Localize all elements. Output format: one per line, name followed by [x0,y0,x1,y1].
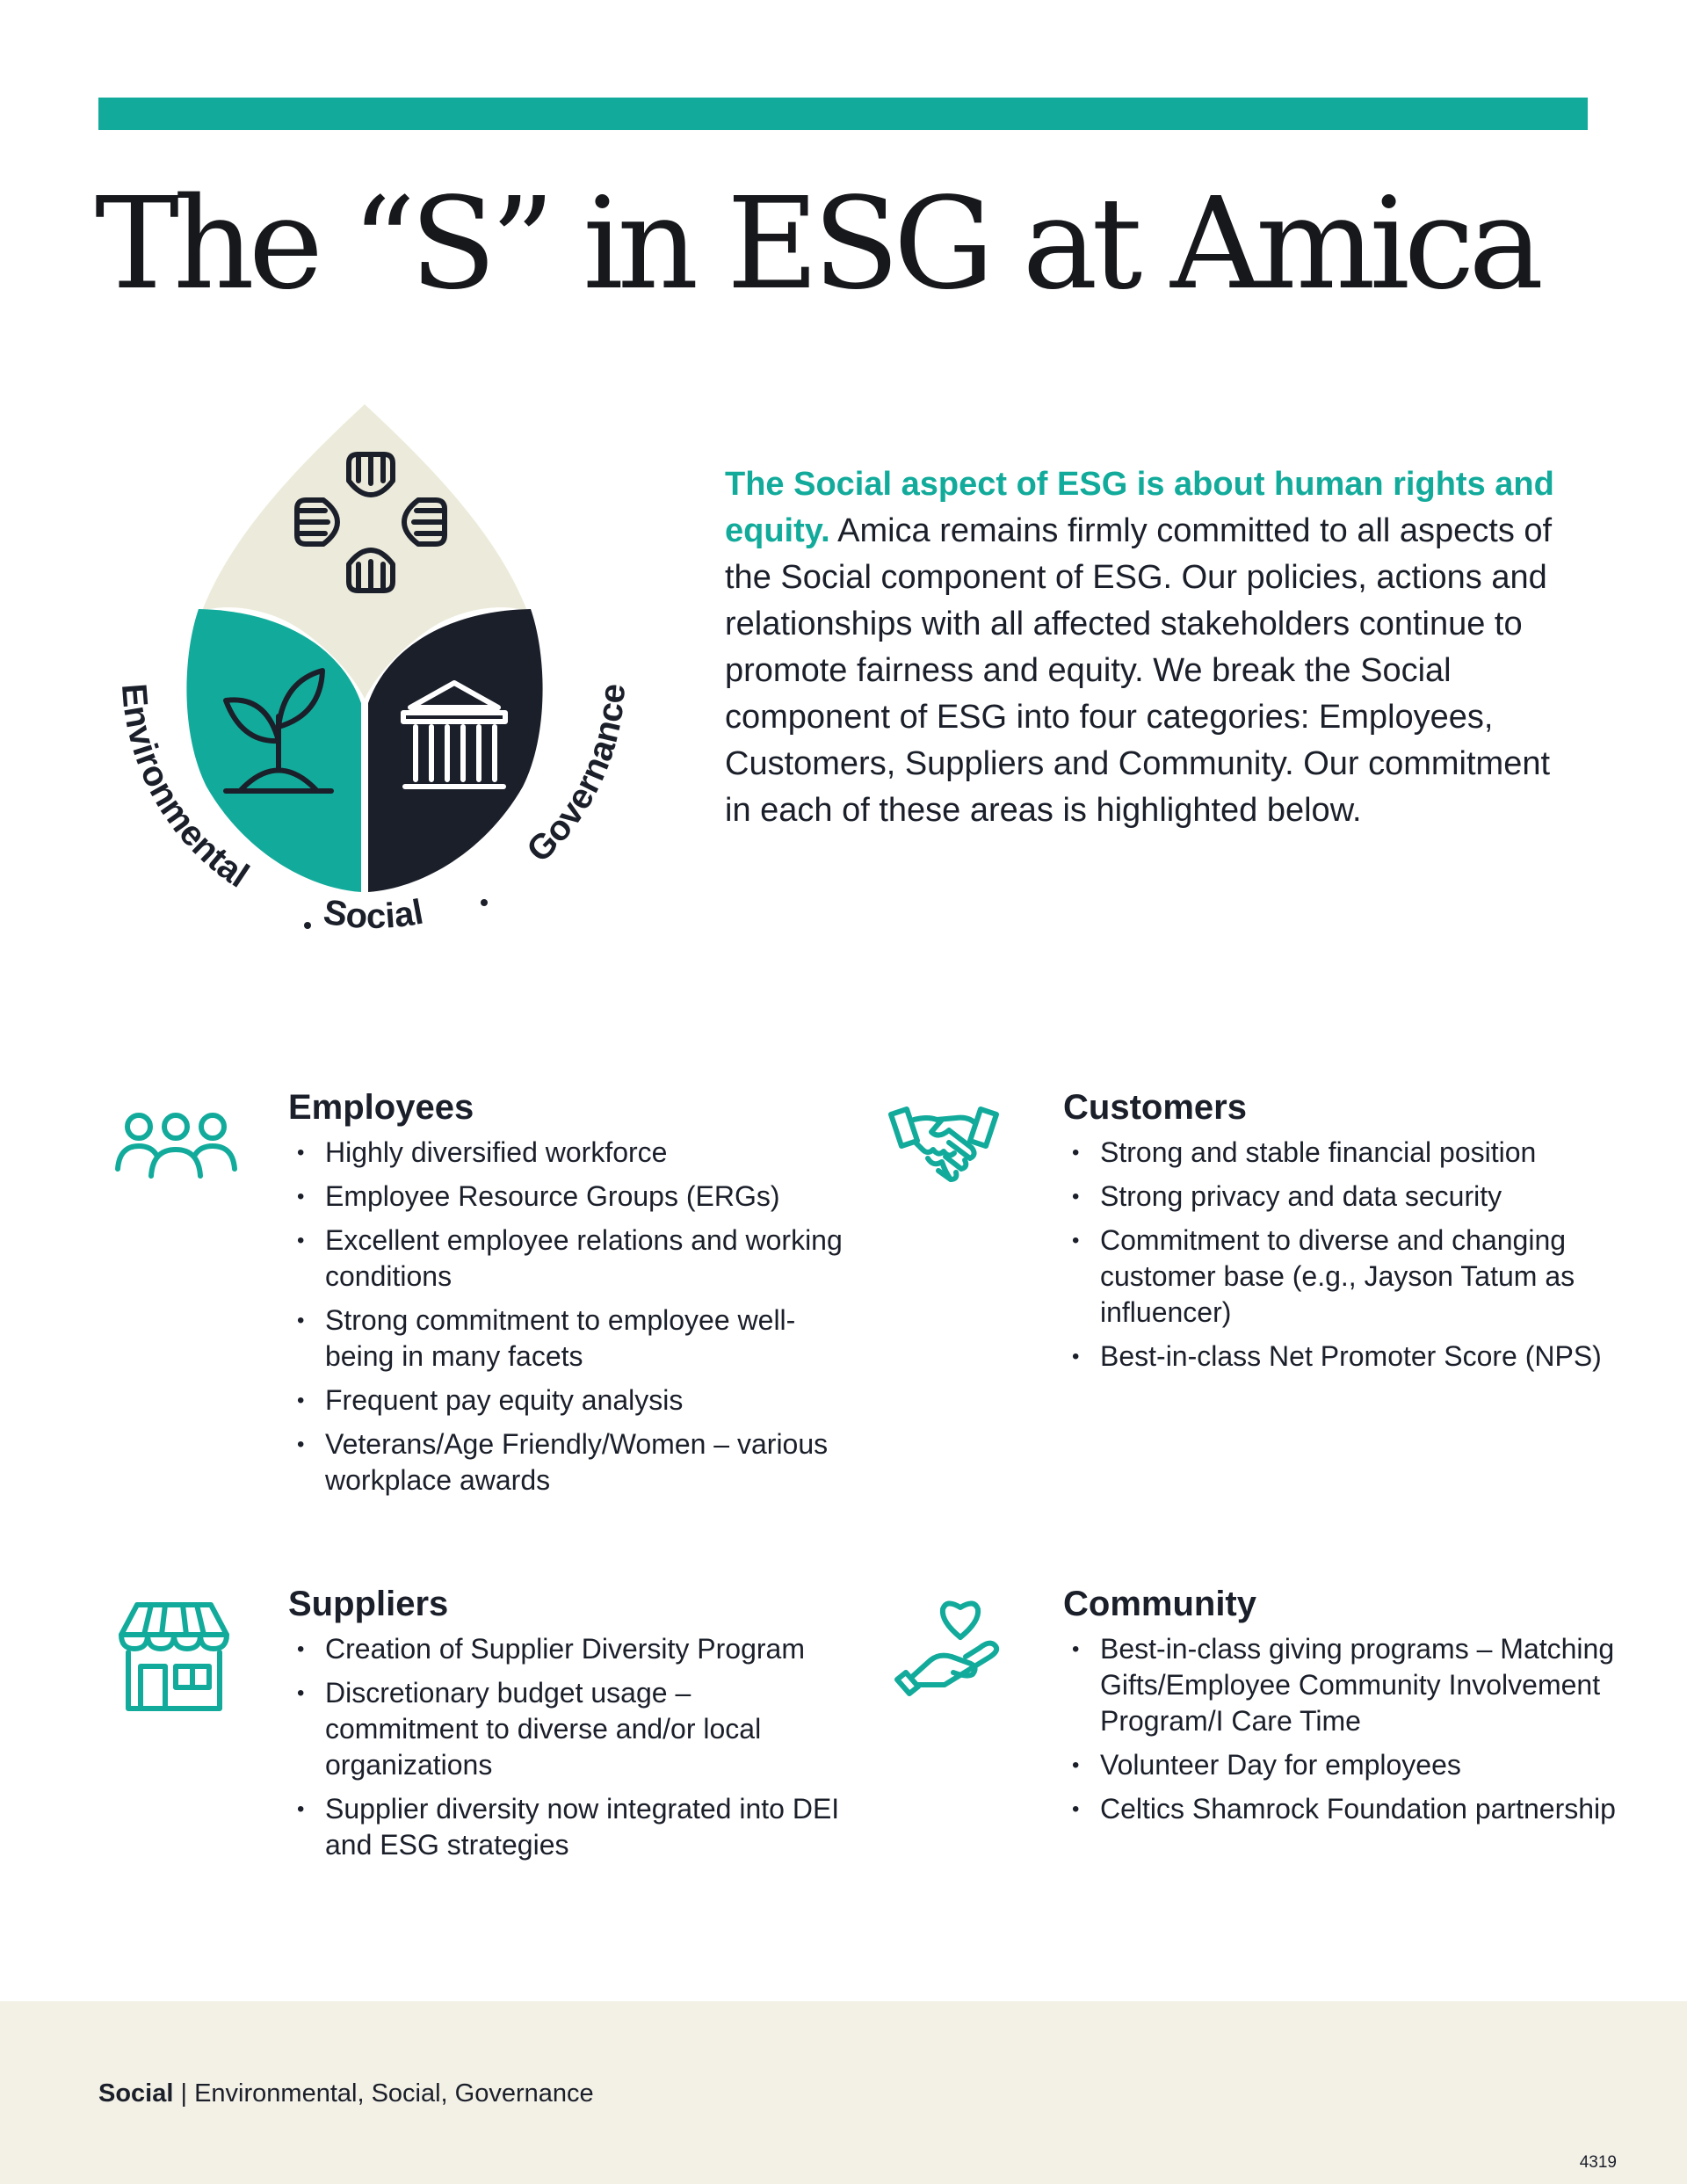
list-item: • Frequent pay equity analysis [288,1382,851,1419]
intro-paragraph [725,461,1568,834]
handshake-icon [887,1106,1000,1190]
list-item: • Excellent employee relations and working conditions [288,1223,851,1295]
footer-bold: Social [98,2079,174,2108]
page-number: 4319 [1579,2153,1617,2172]
footer-rest: | Environmental, Social, Governance [173,2079,594,2108]
emblem-label-governance: Governance [519,682,634,870]
top-accent-bar [98,98,1588,130]
svg-text:Social [321,893,426,937]
section-employees [288,1085,851,1506]
list-item: • Strong commitment to employee well-being in many facets [288,1302,851,1375]
list-item: • Creation of Supplier Diversity Program [288,1631,851,1667]
section-title-customers: Customers [1063,1088,1247,1127]
section-customers [1063,1085,1625,1382]
list-item: • Discretionary budget usage – commitment to diverse and/or local organizations [288,1675,851,1783]
section-title-employees: Employees [288,1088,474,1127]
list-item: • Best-in-class giving programs – Matching Gifts/Employee Community Involvement Program/I Care Time [1063,1631,1625,1739]
intro-lead: The Social aspect of ESG is about human rights and equity. [725,466,1554,549]
page-title: The “S” in ESG at Amica [95,170,1539,317]
section-suppliers [288,1582,851,1871]
customers-list [1063,1135,1625,1375]
list-item: • Veterans/Age Friendly/Women – various workplace awards [288,1426,851,1498]
footer-text [98,2079,594,2108]
heart-in-hand-icon [892,1595,1008,1701]
list-item: • Commitment to diverse and changing customer base (e.g., Jayson Tatum as influencer) [1063,1223,1625,1331]
people-group-icon [112,1109,240,1179]
section-title-suppliers: Suppliers [288,1585,449,1623]
storefront-icon [116,1600,232,1714]
employees-list [288,1135,851,1498]
list-item: • Employee Resource Groups (ERGs) [288,1179,851,1215]
list-item: • Highly diversified workforce [288,1135,851,1171]
emblem-label-social: Social [321,892,427,937]
section-title-community: Community [1063,1585,1256,1623]
esg-emblem [101,400,646,976]
list-item: • Strong privacy and data security [1063,1179,1625,1215]
intro-body: Amica remains firmly committed to all aspects of the Social component of ESG. Our policies, actions and relationships with all affected stakeholders continue to promote fairness and equity. We break the Social component of ESG into four categories: Employees, Customers, Suppliers and Community. Our commitment in each of these areas is highlighted below. [725,512,1553,829]
list-item: • Supplier diversity now integrated into DEI and ESG strategies [288,1791,851,1863]
list-item: • Volunteer Day for employees [1063,1747,1625,1783]
community-list [1063,1631,1625,1827]
list-item: • Celtics Shamrock Foundation partnership [1063,1791,1625,1827]
list-item: • Strong and stable financial position [1063,1135,1625,1171]
section-community [1063,1582,1625,1835]
suppliers-list [288,1631,851,1863]
list-item: • Best-in-class Net Promoter Score (NPS) [1063,1339,1625,1375]
emblem-label-environmental: Environmental [113,682,256,896]
